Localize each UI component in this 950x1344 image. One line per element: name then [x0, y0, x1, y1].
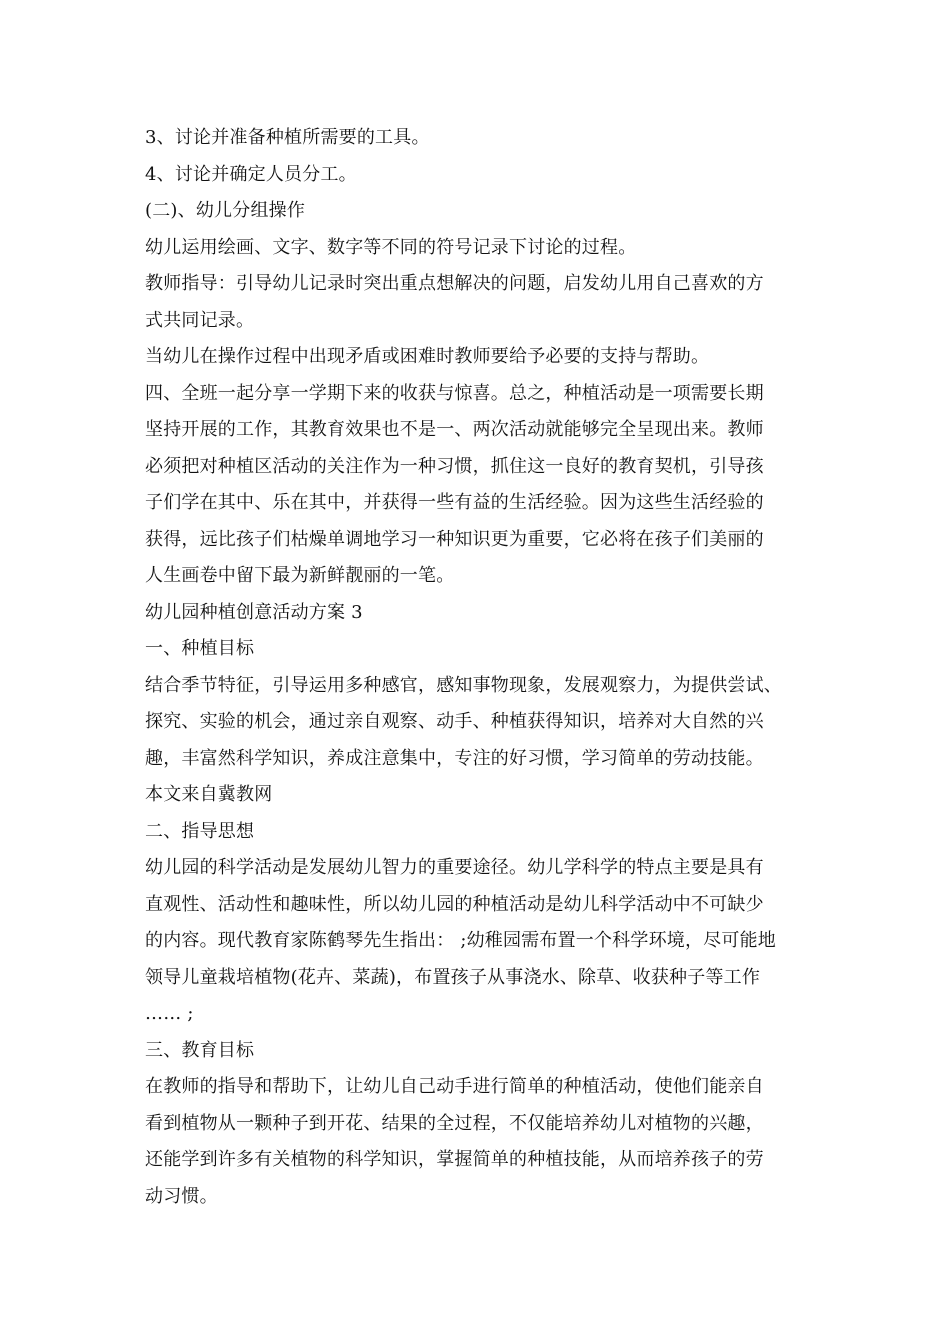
text-line: 当幼儿在操作过程中出现矛盾或困难时教师要给予必要的支持与帮助。: [145, 346, 710, 367]
text-line: 趣，丰富然科学知识，养成注意集中，专注的好习惯，学习简单的劳动技能。: [145, 747, 764, 769]
text-line: 在教师的指导和帮助下，让幼儿自己动手进行简单的种植活动，使他们能亲自: [145, 1076, 764, 1097]
text-line: 直观性、活动性和趣味性，所以幼儿园的种植活动是幼儿科学活动中不可缺少: [145, 893, 764, 915]
section-heading: 一、种植目标: [145, 638, 255, 659]
text-line: 的内容。现代教育家陈鹤琴先生指出： ;幼稚园需布置一个科学环境，尽可能地: [145, 930, 776, 951]
text-line: 教师指导：引导幼儿记录时突出重点想解决的问题，启发幼儿用自己喜欢的方: [145, 273, 764, 294]
text-line: …… ;: [145, 1003, 194, 1024]
text-line: 结合季节特征，引导运用多种感官，感知事物现象，发展观察力，为提供尝试、: [145, 674, 782, 696]
section-heading: 二、指导思想: [145, 820, 255, 842]
text-line: 探究、实验的机会，通过亲自观察、动手、种植获得知识，培养对大自然的兴: [145, 711, 764, 732]
text-line: 四、全班一起分享一学期下来的收获与惊喜。总之，种植活动是一项需要长期: [145, 382, 764, 404]
text-line: 人生画卷中留下最为新鲜靓丽的一笔。: [145, 565, 455, 586]
text-line: 领导儿童栽培植物(花卉、菜蔬)，布置孩子从事浇水、除草、收获种子等工作: [145, 966, 761, 988]
section-heading: (二)、幼儿分组操作: [145, 200, 306, 221]
text-line: 3、讨论并准备种植所需要的工具。: [145, 127, 430, 148]
plan-title: 幼儿园种植创意活动方案 3: [145, 601, 363, 623]
source-note: 本文来自冀教网: [145, 784, 273, 805]
text-line: 4、讨论并确定人员分工。: [145, 163, 357, 185]
text-line: 还能学到许多有关植物的科学知识，掌握简单的种植技能，从而培养孩子的劳: [145, 1149, 764, 1170]
section-heading: 三、教育目标: [145, 1039, 255, 1061]
text-line: 幼儿运用绘画、文字、数字等不同的符号记录下讨论的过程。: [145, 236, 637, 258]
text-line: 子们学在其中、乐在其中，并获得一些有益的生活经验。因为这些生活经验的: [145, 492, 764, 513]
text-line: 看到植物从一颗种子到开花、结果的全过程，不仅能培养幼儿对植物的兴趣，: [145, 1112, 764, 1134]
text-line: 动习惯。: [145, 1185, 218, 1207]
text-line: 必须把对种植区活动的关注作为一种习惯，抓住这一良好的教育契机，引导孩: [145, 455, 764, 477]
text-line: 获得，远比孩子们枯燥单调地学习一种知识更为重要，它必将在孩子们美丽的: [145, 528, 764, 550]
document-page: [145, 120, 825, 1215]
text-line: 幼儿园的科学活动是发展幼儿智力的重要途径。幼儿学科学的特点主要是具有: [145, 857, 764, 878]
text-line: 式共同记录。: [145, 309, 255, 331]
text-line: 坚持开展的工作，其教育效果也不是一、两次活动就能够完全呈现出来。教师: [145, 419, 764, 440]
